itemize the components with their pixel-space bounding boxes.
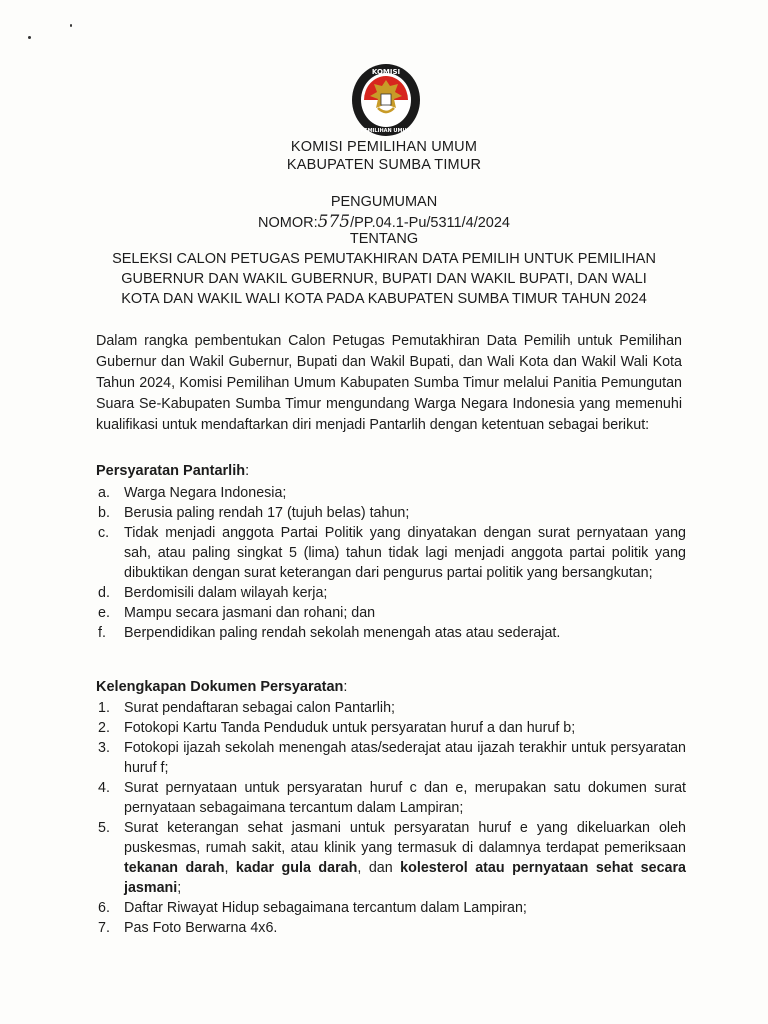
end-text: ; [177,880,182,896]
list-marker: e. [98,605,110,621]
list-marker: f. [98,625,106,641]
list-marker: 7. [98,920,110,936]
list-item [96,623,686,643]
scan-speck [70,24,72,27]
nomor-prefix: NOMOR: [258,215,318,231]
list-item-text: Tidak menjadi anggota Partai Politik yang dinyatakan dengan surat pernyataan yang sah, atau paling singkat 5 (lima) tahun tidak lagi menjadi anggota partai politik yang dibuktikan dengan surat keterangan dari pengurus partai politik yang bersangkutan; [124,525,686,581]
list-marker: 6. [98,900,110,916]
list-item [96,818,686,898]
list-marker: d. [98,585,110,601]
list-marker: 3. [98,740,110,756]
bold-term: kadar gula darah [235,860,358,876]
list-marker: 1. [98,700,110,716]
list-item [96,698,686,718]
list-item-text: Berpendidikan paling rendah sekolah menengah atas atau sederajat. [124,625,561,641]
tentang-label: TENTANG [349,231,419,247]
list-item-text: Berusia paling rendah 17 (tujuh belas) tahun; [124,505,410,521]
list-item [96,503,686,523]
list-item-text: Pas Foto Berwarna 4x6. [124,920,278,936]
list-marker: c. [98,525,110,541]
list-item-text: Warga Negara Indonesia; [124,485,287,501]
logo-bottom-text: PEMILIHAN UMUM [360,128,412,134]
list-item-text: Berdomisili dalam wilayah kerja; [124,585,328,601]
list-item-text: Fotokopi Kartu Tanda Penduduk untuk persyaratan huruf a dan huruf b; [124,720,576,736]
persyaratan-heading-colon: : [245,463,250,479]
subject-line-2: GUBERNUR DAN WAKIL GUBERNUR, BUPATI DAN WAKIL BUPATI, DAN WALI [121,271,647,287]
persyaratan-list [96,483,686,643]
kpu-logo-icon [350,62,422,138]
subject-line-1: SELEKSI CALON PETUGAS PEMUTAKHIRAN DATA PEMILIH UNTUK PEMILIHAN [112,251,656,267]
list-marker: 5. [98,820,110,836]
list-item [96,918,686,938]
list-item-text: Surat pendaftaran sebagai calon Pantarlih; [124,700,396,716]
nomor-handwritten: 575 [317,212,351,232]
list-item-text: Surat keterangan sehat jasmani untuk persyaratan huruf e yang dikeluarkan oleh puskesmas, rumah sakit, atau klinik yang termasuk di dalamnya terdapat pemeriksaan [124,820,686,856]
list-item [96,738,686,778]
separator-text: , dan [357,860,401,876]
kelengkapan-heading-text: Kelengkapan Dokumen Persyaratan [96,679,344,695]
list-item [96,583,686,603]
scan-speck [28,36,31,39]
list-item-text: Fotokopi ijazah sekolah menengah atas/sederajat atau ijazah terakhir untuk persyaratan huruf f; [124,740,686,776]
kelengkapan-heading [96,679,347,695]
list-item [96,523,686,583]
announcement-number [0,212,768,232]
persyaratan-heading-text: Persyaratan Pantarlih [96,463,246,479]
list-item-text: Surat pernyataan untuk persyaratan huruf c dan e, merupakan satu dokumen surat pernyataan sebagaimana tercantum dalam Lampiran; [124,780,686,816]
list-marker: b. [98,505,110,521]
list-item [96,718,686,738]
list-marker: 2. [98,720,110,736]
list-item [96,898,686,918]
subject-line-3: KOTA DAN WAKIL WALI KOTA PADA KABUPATEN SUMBA TIMUR TAHUN 2024 [121,291,647,307]
separator-text: , [224,860,236,876]
list-item [96,603,686,623]
kelengkapan-list [96,698,686,938]
kelengkapan-heading-colon: : [343,679,348,695]
list-item [96,483,686,503]
announcement-title: PENGUMUMAN [330,194,438,210]
logo-top-text: KOMISI [371,68,401,76]
intro-paragraph: Dalam rangka pembentukan Calon Petugas Pemutakhiran Data Pemilih untuk Pemilihan Gubernur dan Wakil Gubernur, Bupati dan Wakil Bupati, dan Wali Kota dan Wakil Wali Kota Tahun 2024, Komisi Pemilihan Umum Kabupaten Sumba Timur melalui Panitia Pemungutan Suara Se-Kabupaten Sumba Timur mengundang Warga Negara Indonesia yang memenuhi kualifikasi untuk mendaftarkan diri menjadi Pantarlih dengan ketentuan sebagai berikut: [96,333,682,433]
bold-term: kolesterol atau pernyataan sehat secara jasmani [124,860,686,896]
list-item-text: Daftar Riwayat Hidup sebagaimana tercantum dalam Lampiran; [124,900,527,916]
institution-name: KOMISI PEMILIHAN UMUM [290,139,478,155]
nomor-suffix: /PP.04.1-Pu/5311/4/2024 [350,215,510,231]
list-marker: 4. [98,780,110,796]
list-item [96,778,686,818]
list-marker: a. [98,485,110,501]
institution-region: KABUPATEN SUMBA TIMUR [286,157,482,173]
list-item-text: Mampu secara jasmani dan rohani; dan [124,605,376,621]
persyaratan-heading [96,463,249,479]
bold-term: tekanan darah [124,860,225,876]
